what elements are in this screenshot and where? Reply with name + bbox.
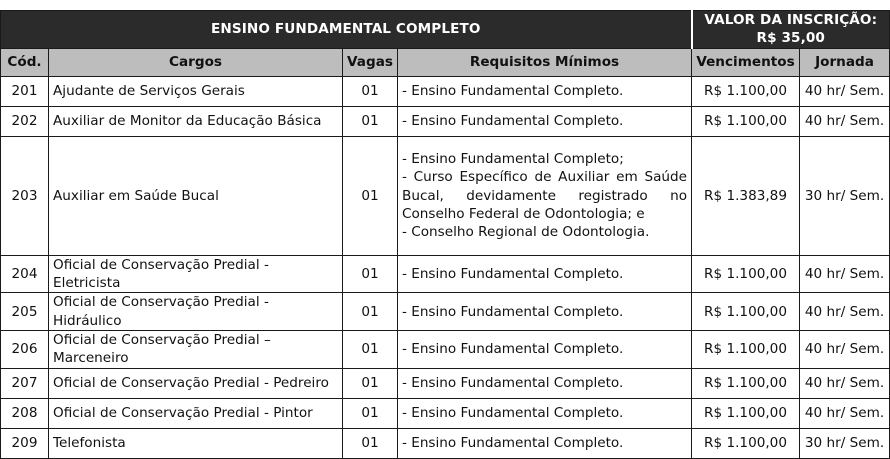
- table-body: [1, 76, 890, 458]
- cell-codigo: 201: [1, 76, 49, 106]
- cell-codigo: 207: [1, 368, 49, 398]
- cell-vagas: 01: [343, 398, 398, 428]
- table-row: [1, 293, 890, 331]
- column-headers: [1, 48, 890, 76]
- requisito-line: - Conselho Regional de Odontologia.: [402, 224, 650, 241]
- cell-jornada: 40 hr/ Sem.: [800, 331, 890, 369]
- cell-vagas: 01: [343, 368, 398, 398]
- cell-requisitos: [398, 368, 692, 398]
- table-row: [1, 106, 890, 136]
- cell-requisitos: [398, 136, 692, 255]
- requisito-line: - Curso Específico de Auxiliar em Saúde Bucal, devidamente registrado no Conselho Federal de Odontologia; e: [402, 169, 688, 222]
- cell-cargo: Telefonista: [49, 428, 343, 458]
- cell-vagas: 01: [343, 136, 398, 255]
- cell-requisitos: [398, 106, 692, 136]
- header-requisitos: Requisitos Mínimos: [398, 48, 692, 76]
- requisito-line: - Ensino Fundamental Completo.: [402, 113, 624, 130]
- cell-jornada: 40 hr/ Sem.: [800, 368, 890, 398]
- cell-jornada: 40 hr/ Sem.: [800, 76, 890, 106]
- cell-requisitos: [398, 428, 692, 458]
- cell-vencimento: R$ 1.100,00: [692, 428, 800, 458]
- cell-jornada: 40 hr/ Sem.: [800, 293, 890, 331]
- cell-vencimento: R$ 1.100,00: [692, 368, 800, 398]
- table-banner: [1, 11, 890, 49]
- header-vagas: Vagas: [343, 48, 398, 76]
- header-codigo: Cód.: [1, 48, 49, 76]
- education-level-title: ENSINO FUNDAMENTAL COMPLETO: [1, 11, 692, 49]
- cell-codigo: 209: [1, 428, 49, 458]
- table-row: [1, 136, 890, 255]
- requisito-line: - Ensino Fundamental Completo.: [402, 83, 624, 100]
- cell-vagas: 01: [343, 76, 398, 106]
- cell-codigo: 203: [1, 136, 49, 255]
- cell-vencimento: R$ 1.100,00: [692, 255, 800, 293]
- requisito-line: - Ensino Fundamental Completo.: [402, 405, 624, 422]
- cell-requisitos: [398, 76, 692, 106]
- cell-cargo: Auxiliar em Saúde Bucal: [49, 136, 343, 255]
- requisito-line: - Ensino Fundamental Completo.: [402, 341, 624, 358]
- table-row: [1, 76, 890, 106]
- requisito-line: - Ensino Fundamental Completo.: [402, 375, 624, 392]
- cell-jornada: 30 hr/ Sem.: [800, 136, 890, 255]
- cell-cargo: Oficial de Conservação Predial - Pintor: [49, 398, 343, 428]
- cell-cargo: Ajudante de Serviços Gerais: [49, 76, 343, 106]
- table-row: [1, 428, 890, 458]
- cell-jornada: 40 hr/ Sem.: [800, 398, 890, 428]
- cell-codigo: 202: [1, 106, 49, 136]
- cell-vagas: 01: [343, 106, 398, 136]
- cell-requisitos: [398, 398, 692, 428]
- cell-codigo: 206: [1, 331, 49, 369]
- cell-vagas: 01: [343, 331, 398, 369]
- cell-vagas: 01: [343, 293, 398, 331]
- cell-requisitos: [398, 255, 692, 293]
- cell-vagas: 01: [343, 255, 398, 293]
- cell-cargo: Oficial de Conservação Predial - Eletricista: [49, 255, 343, 293]
- table-row: [1, 368, 890, 398]
- cell-vencimento: R$ 1.100,00: [692, 331, 800, 369]
- cell-vencimento: R$ 1.100,00: [692, 76, 800, 106]
- cell-requisitos: [398, 331, 692, 369]
- cell-jornada: 30 hr/ Sem.: [800, 428, 890, 458]
- requisito-line: - Ensino Fundamental Completo.: [402, 435, 624, 452]
- cell-cargo: Oficial de Conservação Predial - Pedreiro: [49, 368, 343, 398]
- header-vencimentos: Vencimentos: [692, 48, 800, 76]
- table-row: [1, 398, 890, 428]
- header-jornada: Jornada: [800, 48, 890, 76]
- cell-cargo: Oficial de Conservação Predial - Hidráulico: [49, 293, 343, 331]
- cell-jornada: 40 hr/ Sem.: [800, 255, 890, 293]
- cell-vagas: 01: [343, 428, 398, 458]
- table-row: [1, 331, 890, 369]
- header-cargos: Cargos: [49, 48, 343, 76]
- cell-requisitos: [398, 293, 692, 331]
- table-row: [1, 255, 890, 293]
- cell-jornada: 40 hr/ Sem.: [800, 106, 890, 136]
- cell-vencimento: R$ 1.100,00: [692, 293, 800, 331]
- requisito-line: - Ensino Fundamental Completo.: [402, 303, 624, 320]
- cell-vencimento: R$ 1.100,00: [692, 106, 800, 136]
- positions-table: [0, 10, 890, 459]
- cell-cargo: Auxiliar de Monitor da Educação Básica: [49, 106, 343, 136]
- cell-cargo: Oficial de Conservação Predial – Marceneiro: [49, 331, 343, 369]
- cell-vencimento: R$ 1.383,89: [692, 136, 800, 255]
- cell-vencimento: R$ 1.100,00: [692, 398, 800, 428]
- cell-codigo: 204: [1, 255, 49, 293]
- requisito-line: - Ensino Fundamental Completo;: [402, 150, 624, 167]
- registration-fee: VALOR DA INSCRIÇÃO: R$ 35,00: [692, 11, 890, 49]
- requisito-line: - Ensino Fundamental Completo.: [402, 265, 624, 282]
- cell-codigo: 205: [1, 293, 49, 331]
- cell-codigo: 208: [1, 398, 49, 428]
